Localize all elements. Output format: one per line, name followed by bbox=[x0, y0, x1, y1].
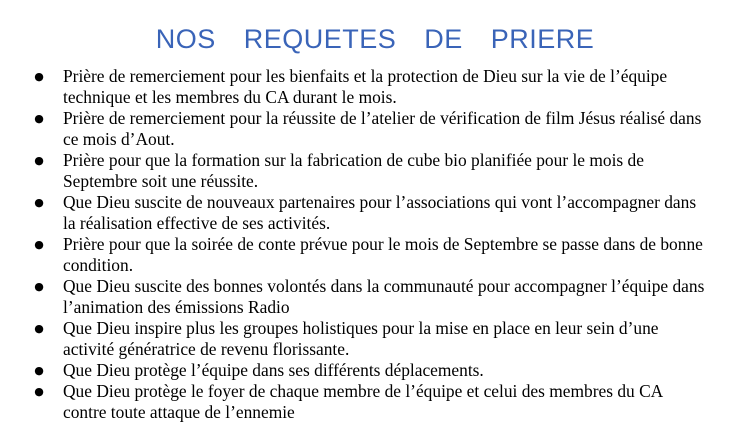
bullet-icon: ● bbox=[34, 196, 44, 209]
bullet-icon: ● bbox=[34, 112, 44, 125]
list-item bbox=[0, 234, 750, 276]
bullet-icon: ● bbox=[34, 364, 44, 377]
bullet-icon: ● bbox=[34, 70, 44, 83]
bullet-icon: ● bbox=[34, 238, 44, 251]
list-item-text: Que Dieu suscite de nouveaux partenaires pour l’associations qui vont l’accompagner dans la réalisation effective de ses activités. bbox=[63, 192, 697, 233]
list-item bbox=[0, 381, 750, 422]
prayer-request-list bbox=[0, 66, 750, 422]
list-item-text: Que Dieu suscite des bonnes volontés dans la communauté pour accompagner l’équipe dans l’animation des émissions Radio bbox=[63, 276, 705, 317]
bullet-icon: ● bbox=[34, 154, 44, 167]
bullet-icon: ● bbox=[34, 322, 44, 335]
list-item bbox=[0, 318, 750, 360]
list-item bbox=[0, 192, 750, 234]
list-item bbox=[0, 66, 750, 108]
list-item-text: Prière pour que la soirée de conte prévue pour le mois de Septembre se passe dans de bonne condition. bbox=[63, 234, 703, 275]
list-item bbox=[0, 108, 750, 150]
list-item-text: Prière de remerciement pour la réussite de l’atelier de vérification de film Jésus réalisé dans ce mois d’Aout. bbox=[63, 108, 702, 149]
list-item-text: Prière pour que la formation sur la fabrication de cube bio planifiée pour le mois de Septembre soit une réussite. bbox=[63, 150, 644, 191]
page-title: NOS REQUETES DE PRIERE bbox=[155, 24, 595, 54]
list-item-text: Prière de remerciement pour les bienfaits et la protection de Dieu sur la vie de l’équipe technique et les membres du CA durant le mois. bbox=[63, 66, 668, 107]
bullet-icon: ● bbox=[34, 280, 44, 293]
list-item bbox=[0, 150, 750, 192]
list-item-text: Que Dieu protège l’équipe dans ses différents déplacements. bbox=[63, 360, 484, 380]
list-item bbox=[0, 276, 750, 318]
bullet-icon: ● bbox=[34, 385, 44, 398]
list-item-text: Que Dieu inspire plus les groupes holistiques pour la mise en place en leur sein d’une activité génératrice de revenu florissante. bbox=[63, 318, 659, 359]
list-item bbox=[0, 360, 750, 381]
list-item-text: Que Dieu protège le foyer de chaque membre de l’équipe et celui des membres du CA contre toute attaque de l’ennemie bbox=[63, 381, 663, 422]
